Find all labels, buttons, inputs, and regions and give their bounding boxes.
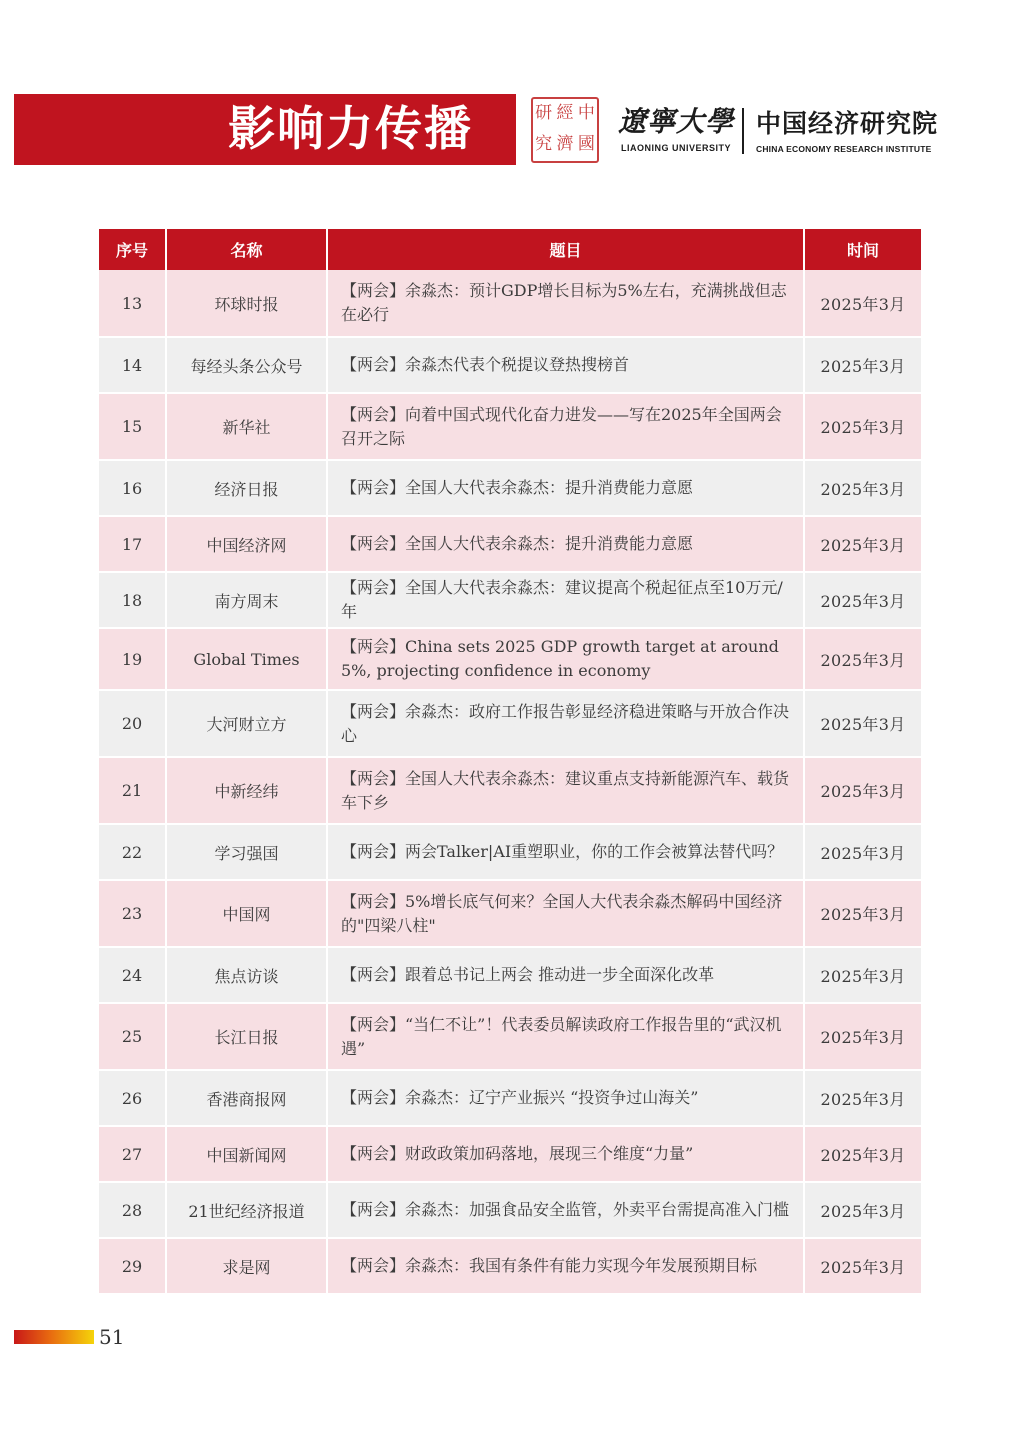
- seal-char: 中: [577, 103, 595, 123]
- row-title: 【两会】全国人大代表余淼杰：提升消费能力意愿: [327, 516, 804, 572]
- header-time: 时间: [804, 229, 921, 270]
- table-row: [99, 337, 921, 393]
- row-number: 15: [99, 393, 166, 460]
- row-number: 24: [99, 947, 166, 1003]
- institute-name-en: CHINA ECONOMY RESEARCH INSTITUTE: [756, 144, 932, 154]
- row-number: 13: [99, 270, 166, 337]
- row-title: 【两会】全国人大代表余淼杰：建议重点支持新能源汽车、载货车下乡: [327, 757, 804, 824]
- row-media-name: 长江日报: [166, 1003, 327, 1070]
- row-time: 2025年3月: [804, 337, 921, 393]
- row-time: 2025年3月: [804, 880, 921, 947]
- university-logo: [617, 104, 735, 153]
- row-time: 2025年3月: [804, 1182, 921, 1238]
- table-header-row: [99, 229, 921, 270]
- row-media-name: 中新经纬: [166, 757, 327, 824]
- row-number: 17: [99, 516, 166, 572]
- seal-char: 研: [535, 103, 553, 123]
- header-title: 题目: [327, 229, 804, 270]
- row-title: 【两会】5%增长底气何来？全国人大代表余淼杰解码中国经济的"四梁八柱": [327, 880, 804, 947]
- footer-gradient-bar: [14, 1330, 94, 1344]
- table-row: [99, 880, 921, 947]
- row-title: 【两会】China sets 2025 GDP growth target at around 5%, projecting confidence in economy: [327, 628, 804, 690]
- row-time: 2025年3月: [804, 628, 921, 690]
- row-time: 2025年3月: [804, 270, 921, 337]
- row-time: 2025年3月: [804, 947, 921, 1003]
- seal-char: 究: [535, 134, 553, 154]
- row-number: 19: [99, 628, 166, 690]
- row-time: 2025年3月: [804, 824, 921, 880]
- seal-char: 濟: [556, 134, 574, 154]
- header-num: 序号: [99, 229, 166, 270]
- row-number: 14: [99, 337, 166, 393]
- row-media-name: 香港商报网: [166, 1070, 327, 1126]
- row-time: 2025年3月: [804, 1126, 921, 1182]
- table-row: [99, 1070, 921, 1126]
- page-number: 51: [99, 1325, 125, 1349]
- table-row: [99, 1003, 921, 1070]
- table-row: [99, 393, 921, 460]
- row-time: 2025年3月: [804, 690, 921, 757]
- row-media-name: 中国经济网: [166, 516, 327, 572]
- row-number: 18: [99, 572, 166, 628]
- table-row: [99, 757, 921, 824]
- row-media-name: 每经头条公众号: [166, 337, 327, 393]
- row-media-name: 经济日报: [166, 460, 327, 516]
- table-row: [99, 628, 921, 690]
- logo-divider: [742, 108, 744, 154]
- row-number: 26: [99, 1070, 166, 1126]
- table-row: [99, 460, 921, 516]
- row-media-name: 中国网: [166, 880, 327, 947]
- table-row: [99, 947, 921, 1003]
- row-title: 【两会】全国人大代表余淼杰：提升消费能力意愿: [327, 460, 804, 516]
- row-number: 29: [99, 1238, 166, 1294]
- row-title: 【两会】余淼杰：我国有条件有能力实现今年发展预期目标: [327, 1238, 804, 1294]
- row-time: 2025年3月: [804, 1238, 921, 1294]
- row-title: 【两会】余淼杰：预计GDP增长目标为5%左右，充满挑战但志在必行: [327, 270, 804, 337]
- row-time: 2025年3月: [804, 1070, 921, 1126]
- table-body: [99, 270, 921, 1294]
- row-number: 16: [99, 460, 166, 516]
- row-title: 【两会】全国人大代表余淼杰：建议提高个税起征点至10万元/年: [327, 572, 804, 628]
- row-number: 22: [99, 824, 166, 880]
- row-time: 2025年3月: [804, 1003, 921, 1070]
- row-media-name: 学习强国: [166, 824, 327, 880]
- row-title: 【两会】两会Talker|AI重塑职业，你的工作会被算法替代吗？: [327, 824, 804, 880]
- row-number: 27: [99, 1126, 166, 1182]
- row-time: 2025年3月: [804, 757, 921, 824]
- row-title: 【两会】余淼杰代表个税提议登热搜榜首: [327, 337, 804, 393]
- table-row: [99, 516, 921, 572]
- table-row: [99, 1238, 921, 1294]
- row-media-name: Global Times: [166, 628, 327, 690]
- row-media-name: 南方周末: [166, 572, 327, 628]
- row-number: 25: [99, 1003, 166, 1070]
- row-title: 【两会】财政政策加码落地，展现三个维度“力量”: [327, 1126, 804, 1182]
- row-media-name: 环球时报: [166, 270, 327, 337]
- header-name: 名称: [166, 229, 327, 270]
- row-number: 20: [99, 690, 166, 757]
- row-number: 28: [99, 1182, 166, 1238]
- row-media-name: 求是网: [166, 1238, 327, 1294]
- table-row: [99, 270, 921, 337]
- row-title: 【两会】余淼杰：加强食品安全监管，外卖平台需提高准入门槛: [327, 1182, 804, 1238]
- table-row: [99, 824, 921, 880]
- row-media-name: 新华社: [166, 393, 327, 460]
- row-title: 【两会】余淼杰：政府工作报告彰显经济稳进策略与开放合作决心: [327, 690, 804, 757]
- media-coverage-table: [99, 229, 921, 1295]
- row-number: 23: [99, 880, 166, 947]
- row-title: 【两会】向着中国式现代化奋力进发——写在2025年全国两会召开之际: [327, 393, 804, 460]
- institute-seal-logo: [531, 97, 599, 163]
- university-name-cn: 遼寧大學: [617, 105, 734, 138]
- row-title: 【两会】跟着总书记上两会 推动进一步全面深化改革: [327, 947, 804, 1003]
- row-media-name: 21世纪经济报道: [166, 1182, 327, 1238]
- section-title: 影响力传播: [228, 102, 473, 157]
- table-row: [99, 690, 921, 757]
- row-media-name: 焦点访谈: [166, 947, 327, 1003]
- row-number: 21: [99, 757, 166, 824]
- row-media-name: 中国新闻网: [166, 1126, 327, 1182]
- row-title: 【两会】余淼杰：辽宁产业振兴 “投资争过山海关”: [327, 1070, 804, 1126]
- row-time: 2025年3月: [804, 572, 921, 628]
- row-title: 【两会】“当仁不让”！代表委员解读政府工作报告里的“武汉机遇”: [327, 1003, 804, 1070]
- row-time: 2025年3月: [804, 393, 921, 460]
- institute-logo: [756, 108, 938, 154]
- seal-char: 國: [577, 134, 595, 154]
- row-time: 2025年3月: [804, 516, 921, 572]
- seal-char: 經: [556, 103, 574, 123]
- institute-name-cn: 中国经济研究院: [756, 109, 939, 138]
- table-row: [99, 572, 921, 628]
- table-row: [99, 1126, 921, 1182]
- table-row: [99, 1182, 921, 1238]
- row-media-name: 大河财立方: [166, 690, 327, 757]
- row-time: 2025年3月: [804, 460, 921, 516]
- university-name-en: LIAONING UNIVERSITY: [620, 143, 731, 153]
